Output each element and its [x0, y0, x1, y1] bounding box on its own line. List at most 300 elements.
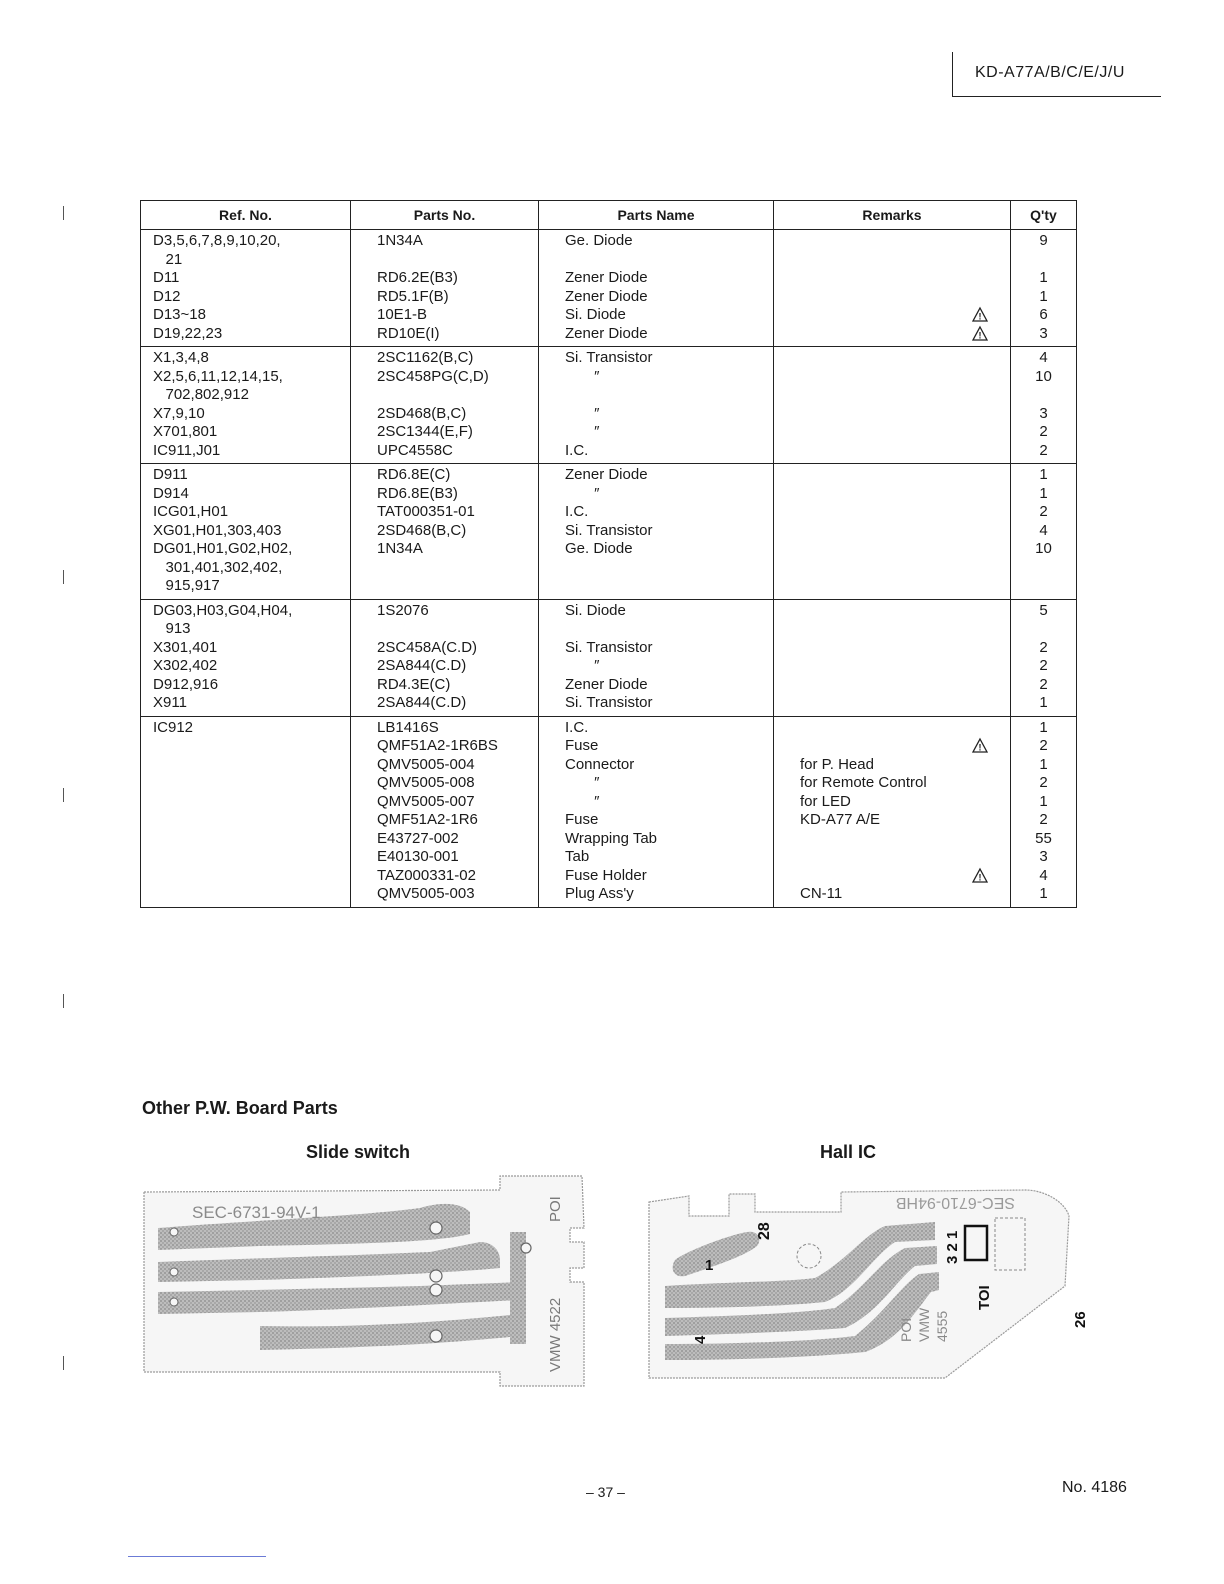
slide-switch-title: Slide switch [306, 1142, 411, 1162]
parts-no-text: 1S2076 [377, 601, 429, 619]
qty-line [1011, 774, 1076, 793]
table-row [141, 599, 1077, 716]
qty-line [1011, 830, 1076, 849]
parts-name-line [539, 694, 773, 713]
qty-line [1011, 288, 1076, 307]
qty-line [1011, 325, 1076, 344]
margin-mark [63, 206, 66, 220]
ref-no-line [141, 306, 350, 325]
parts-name-line [539, 485, 773, 504]
ref-no-line [141, 602, 350, 621]
parts-no-line [351, 368, 538, 387]
parts-no-line [351, 830, 538, 849]
hall-ic-side-text-number: 4555 [934, 1310, 950, 1342]
parts-no-line [351, 811, 538, 830]
remarks-line [774, 485, 1010, 504]
parts-name-line [539, 756, 773, 775]
parts-no-text: QMV5005-008 [377, 774, 475, 791]
qty-text: 10 [1035, 540, 1052, 557]
parts-name-text: ″ [565, 792, 600, 810]
qty-cell [1011, 599, 1077, 716]
parts-no-line [351, 676, 538, 695]
qty-line [1011, 694, 1076, 713]
parts-name-text: I.C. [565, 441, 589, 459]
parts-no-text: TAZ000331-02 [377, 866, 476, 884]
qty-line [1011, 269, 1076, 288]
ref-no-text: ICG01,H01 [153, 503, 229, 520]
parts-name-line [539, 676, 773, 695]
parts-no-text: E40130-001 [377, 848, 459, 865]
parts-name-text: Ge. Diode [565, 540, 633, 557]
parts-no-text: 2SC458A(C.D) [377, 638, 478, 656]
parts-no-cell [351, 464, 539, 600]
qty-text: 55 [1035, 829, 1052, 847]
parts-name-text: I.C. [565, 718, 589, 736]
remarks-line [774, 306, 1010, 325]
parts-name-line [539, 639, 773, 658]
parts-no-cell [351, 716, 539, 907]
qty-text: 4 [1039, 866, 1048, 884]
col-header-qty: Q'ty [1011, 201, 1077, 230]
parts-name-cell [539, 347, 774, 464]
remarks-line [774, 793, 1010, 812]
parts-name-line [539, 386, 773, 405]
qty-text: 2 [1039, 441, 1048, 459]
qty-text: 2 [1039, 423, 1048, 440]
ref-no-cell [141, 347, 351, 464]
qty-text: 1 [1039, 694, 1048, 711]
parts-no-text: RD6.8E(B3) [377, 484, 458, 502]
parts-no-text: 1N34A [377, 232, 423, 249]
ref-no-line [141, 830, 350, 849]
ref-no-cell [141, 464, 351, 600]
parts-no-line [351, 386, 538, 405]
qty-text: 2 [1039, 737, 1048, 754]
remarks-line [774, 269, 1010, 288]
remarks-line [774, 657, 1010, 676]
table-row [141, 230, 1077, 347]
qty-text: 2 [1039, 675, 1048, 693]
qty-line [1011, 737, 1076, 756]
ref-no-line [141, 577, 350, 596]
table-row [141, 464, 1077, 600]
parts-no-line [351, 848, 538, 867]
table-row [141, 347, 1077, 464]
qty-text: 1 [1039, 466, 1048, 483]
slide-switch-board-drawing [140, 1172, 590, 1390]
hall-ic-board-code: SEC-6710-94HB [895, 1194, 1015, 1211]
qty-line [1011, 657, 1076, 676]
remarks-line [774, 719, 1010, 738]
parts-name-line [539, 466, 773, 485]
parts-no-line [351, 306, 538, 325]
parts-name-cell [539, 230, 774, 347]
ref-no-text: 301,401,302,402, [153, 558, 283, 576]
qty-line [1011, 719, 1076, 738]
ref-no-line [141, 774, 350, 793]
qty-text: 3 [1039, 324, 1048, 342]
ref-no-text: 915,917 [153, 577, 220, 594]
parts-name-text: Si. Transistor [565, 694, 653, 711]
qty-text: 1 [1039, 792, 1048, 810]
ref-no-line [141, 232, 350, 251]
qty-line [1011, 793, 1076, 812]
parts-no-line [351, 466, 538, 485]
qty-cell [1011, 464, 1077, 600]
parts-no-text: 2SA844(C.D) [377, 657, 467, 674]
qty-text: 5 [1039, 601, 1048, 619]
parts-no-text: LB1416S [377, 718, 439, 736]
remarks-cell [774, 464, 1011, 600]
parts-no-line [351, 620, 538, 639]
parts-no-line [351, 793, 538, 812]
parts-name-text: Fuse Holder [565, 866, 647, 884]
parts-name-text: Connector [565, 755, 635, 773]
parts-name-text: ″ [565, 657, 600, 674]
qty-text: 2 [1039, 657, 1048, 674]
ref-no-line [141, 466, 350, 485]
ref-no-text: XG01,H01,303,403 [153, 521, 282, 539]
parts-no-text: QMV5005-004 [377, 755, 475, 773]
qty-cell [1011, 347, 1077, 464]
ref-no-line [141, 423, 350, 442]
qty-line [1011, 885, 1076, 904]
remarks-line [774, 288, 1010, 307]
ref-no-text: X301,401 [153, 638, 218, 656]
ref-no-line [141, 386, 350, 405]
ref-no-text: D911 [153, 466, 188, 483]
footer-rule [128, 1556, 266, 1557]
parts-no-text: 10E1-B [377, 306, 428, 323]
parts-no-cell [351, 230, 539, 347]
ref-no-text: X701,801 [153, 423, 218, 440]
parts-no-line [351, 867, 538, 886]
ref-no-line [141, 737, 350, 756]
parts-name-line [539, 737, 773, 756]
qty-text: 3 [1039, 848, 1048, 865]
parts-name-text: Tab [565, 848, 590, 865]
parts-no-text: 2SD468(B,C) [377, 521, 467, 539]
qty-text: 3 [1039, 404, 1048, 422]
remarks-line [774, 737, 1010, 756]
parts-no-line [351, 232, 538, 251]
qty-line [1011, 540, 1076, 559]
ref-no-line [141, 503, 350, 522]
parts-name-text: Plug Ass'y [565, 885, 634, 902]
parts-name-text: Si. Diode [565, 306, 626, 323]
parts-no-line [351, 485, 538, 504]
parts-name-line [539, 288, 773, 307]
parts-name-text: Si. Transistor [565, 521, 653, 539]
qty-line [1011, 620, 1076, 639]
slide-switch-board-code: SEC-6731-94V-1 [192, 1203, 321, 1222]
qty-line [1011, 577, 1076, 596]
remarks-cell [774, 230, 1011, 347]
ref-no-text: D912,916 [153, 675, 219, 693]
parts-name-text: Zener Diode [565, 287, 648, 305]
parts-name-line [539, 559, 773, 578]
ref-no-line [141, 694, 350, 713]
remarks-line [774, 522, 1010, 541]
remarks-line [774, 774, 1010, 793]
table-header-row [141, 201, 1077, 230]
ref-no-text: D11 [153, 269, 180, 286]
remarks-line [774, 676, 1010, 695]
parts-no-line [351, 442, 538, 461]
hall-ic-pin-26: 26 [1072, 1311, 1089, 1328]
remarks-line [774, 577, 1010, 596]
parts-no-text: 2SC1344(E,F) [377, 423, 473, 440]
ref-no-line [141, 251, 350, 270]
ref-no-line [141, 349, 350, 368]
qty-text: 1 [1039, 269, 1048, 286]
parts-no-line [351, 639, 538, 658]
remarks-line [774, 540, 1010, 559]
parts-name-text: Zener Diode [565, 269, 648, 286]
ref-no-line [141, 793, 350, 812]
parts-no-text: 2SC458PG(C,D) [377, 367, 489, 385]
qty-line [1011, 811, 1076, 830]
parts-name-line [539, 885, 773, 904]
parts-list-table [140, 200, 1077, 908]
remarks-line [774, 559, 1010, 578]
parts-name-text: Wrapping Tab [565, 829, 658, 847]
parts-name-line [539, 442, 773, 461]
ref-no-line [141, 756, 350, 775]
parts-no-text: TAT000351-01 [377, 503, 475, 520]
ref-no-line [141, 620, 350, 639]
svg-text:!: ! [978, 742, 982, 753]
margin-mark [63, 788, 66, 802]
remarks-line [774, 466, 1010, 485]
col-header-remarks: Remarks [774, 201, 1011, 230]
parts-no-text: E43727-002 [377, 829, 459, 847]
parts-no-line [351, 559, 538, 578]
remarks-line [774, 405, 1010, 424]
parts-name-text: ″ [565, 484, 600, 502]
ref-no-line [141, 885, 350, 904]
parts-no-line [351, 885, 538, 904]
remarks-text: for LED [800, 792, 851, 810]
parts-no-line [351, 756, 538, 775]
remarks-line [774, 694, 1010, 713]
hall-ic-pin-1: 1 [705, 1257, 714, 1274]
ref-no-text: IC911,J01 [153, 441, 221, 459]
ref-no-line [141, 522, 350, 541]
parts-no-line [351, 719, 538, 738]
hall-ic-label-tol: TOI [976, 1285, 993, 1310]
qty-text: 4 [1039, 521, 1048, 539]
table-body [141, 230, 1077, 908]
parts-no-text: RD10E(I) [377, 324, 440, 342]
remarks-line [774, 349, 1010, 368]
remarks-text: CN-11 [800, 885, 843, 902]
ref-no-line [141, 405, 350, 424]
ref-no-text: D13~18 [153, 306, 206, 323]
parts-name-line [539, 503, 773, 522]
qty-cell [1011, 716, 1077, 907]
remarks-line [774, 830, 1010, 849]
parts-name-line [539, 269, 773, 288]
table-row [141, 716, 1077, 907]
parts-no-line [351, 657, 538, 676]
qty-line [1011, 442, 1076, 461]
parts-no-text: 2SD468(B,C) [377, 404, 467, 422]
remarks-text: for Remote Control [800, 774, 927, 791]
remarks-text: KD-A77 A/E [800, 811, 881, 828]
remarks-line [774, 386, 1010, 405]
parts-no-cell [351, 599, 539, 716]
remarks-line [774, 423, 1010, 442]
ref-no-line [141, 676, 350, 695]
slide-switch-side-text-poi: POI [547, 1196, 564, 1222]
parts-no-line [351, 288, 538, 307]
remarks-line [774, 811, 1010, 830]
svg-text:!: ! [978, 872, 982, 882]
parts-no-text: 2SA844(C.D) [377, 694, 467, 711]
ref-no-line [141, 848, 350, 867]
parts-no-line [351, 737, 538, 756]
qty-line [1011, 503, 1076, 522]
ref-no-text: X2,5,6,11,12,14,15, [153, 367, 283, 385]
qty-text: 10 [1035, 367, 1052, 385]
margin-mark [63, 1356, 66, 1370]
qty-line [1011, 867, 1076, 886]
hall-ic-pin-28: 28 [756, 1222, 773, 1240]
qty-line [1011, 676, 1076, 695]
qty-line [1011, 386, 1076, 405]
ref-no-text: D3,5,6,7,8,9,10,20, [153, 232, 281, 249]
qty-line [1011, 848, 1076, 867]
parts-no-text: RD6.2E(B3) [377, 269, 458, 286]
ref-no-cell [141, 716, 351, 907]
parts-no-line [351, 503, 538, 522]
parts-name-line [539, 620, 773, 639]
parts-name-line [539, 423, 773, 442]
parts-no-text: QMF51A2-1R6BS [377, 737, 498, 754]
qty-line [1011, 368, 1076, 387]
remarks-line [774, 503, 1010, 522]
qty-line [1011, 466, 1076, 485]
qty-line [1011, 251, 1076, 270]
parts-no-line [351, 423, 538, 442]
ref-no-text: DG03,H03,G04,H04, [153, 601, 293, 619]
parts-no-line [351, 269, 538, 288]
parts-name-line [539, 657, 773, 676]
parts-no-text: 1N34A [377, 540, 423, 557]
qty-line [1011, 522, 1076, 541]
ref-no-text: IC912 [153, 718, 194, 736]
qty-line [1011, 306, 1076, 325]
ref-no-line [141, 559, 350, 578]
svg-text:!: ! [978, 330, 982, 340]
parts-no-text: RD5.1F(B) [377, 287, 449, 305]
parts-name-text: Si. Transistor [565, 349, 653, 366]
remarks-line [774, 756, 1010, 775]
hall-ic-title: Hall IC [820, 1142, 877, 1162]
margin-mark [63, 994, 66, 1008]
qty-text: 2 [1039, 638, 1048, 656]
parts-no-line [351, 540, 538, 559]
qty-text: 1 [1039, 718, 1048, 736]
safety-warning-icon [972, 326, 988, 347]
parts-no-text: 2SC1162(B,C) [377, 349, 474, 366]
ref-no-cell [141, 599, 351, 716]
ref-no-line [141, 442, 350, 461]
qty-text: 1 [1039, 755, 1048, 773]
parts-name-text: Zener Diode [565, 324, 648, 342]
parts-name-line [539, 232, 773, 251]
col-header-parts-no: Parts No. [351, 201, 539, 230]
document-number: No. 4186 [1062, 1479, 1127, 1496]
model-header [952, 52, 1161, 97]
parts-name-text: Si. Transistor [565, 638, 653, 656]
parts-name-line [539, 848, 773, 867]
qty-text: 1 [1039, 885, 1048, 902]
parts-no-line [351, 577, 538, 596]
remarks-line [774, 602, 1010, 621]
margin-mark [63, 570, 66, 584]
hall-ic-board-drawing [645, 1182, 1089, 1392]
parts-name-line [539, 774, 773, 793]
parts-name-line [539, 867, 773, 886]
remarks-line [774, 639, 1010, 658]
ref-no-line [141, 485, 350, 504]
col-header-parts-name: Parts Name [539, 201, 774, 230]
ref-no-line [141, 639, 350, 658]
ref-no-line [141, 719, 350, 738]
col-header-ref-no: Ref. No. [141, 201, 351, 230]
parts-no-text: RD4.3E(C) [377, 675, 451, 693]
qty-line [1011, 423, 1076, 442]
qty-text: 2 [1039, 774, 1048, 791]
parts-no-line [351, 405, 538, 424]
parts-no-text: QMV5005-003 [377, 885, 475, 902]
parts-name-line [539, 577, 773, 596]
ref-no-line [141, 657, 350, 676]
parts-name-cell [539, 599, 774, 716]
qty-text: 1 [1039, 484, 1048, 502]
qty-line [1011, 639, 1076, 658]
parts-name-line [539, 325, 773, 344]
model-number: KD-A77A/B/C/E/J/U [975, 64, 1125, 81]
parts-no-text: RD6.8E(C) [377, 466, 451, 483]
ref-no-text: 21 [153, 250, 183, 268]
svg-text:!: ! [978, 311, 982, 322]
parts-name-cell [539, 716, 774, 907]
ref-no-line [141, 288, 350, 307]
qty-line [1011, 349, 1076, 368]
parts-name-line [539, 830, 773, 849]
ref-no-text: X1,3,4,8 [153, 349, 209, 366]
parts-no-line [351, 522, 538, 541]
parts-name-line [539, 602, 773, 621]
qty-line [1011, 232, 1076, 251]
ref-no-line [141, 368, 350, 387]
hall-ic-pin-4: 4 [692, 1335, 709, 1344]
remarks-line [774, 368, 1010, 387]
parts-name-text: ″ [565, 423, 600, 440]
ref-no-text: D19,22,23 [153, 324, 223, 342]
parts-name-line [539, 719, 773, 738]
qty-text: 9 [1039, 232, 1048, 249]
section-title: Other P.W. Board Parts [142, 1098, 338, 1118]
qty-line [1011, 405, 1076, 424]
remarks-line [774, 848, 1010, 867]
parts-no-text: QMF51A2-1R6 [377, 811, 478, 828]
ref-no-text: DG01,H01,G02,H02, [153, 540, 293, 557]
ref-no-text: 702,802,912 [153, 386, 249, 403]
